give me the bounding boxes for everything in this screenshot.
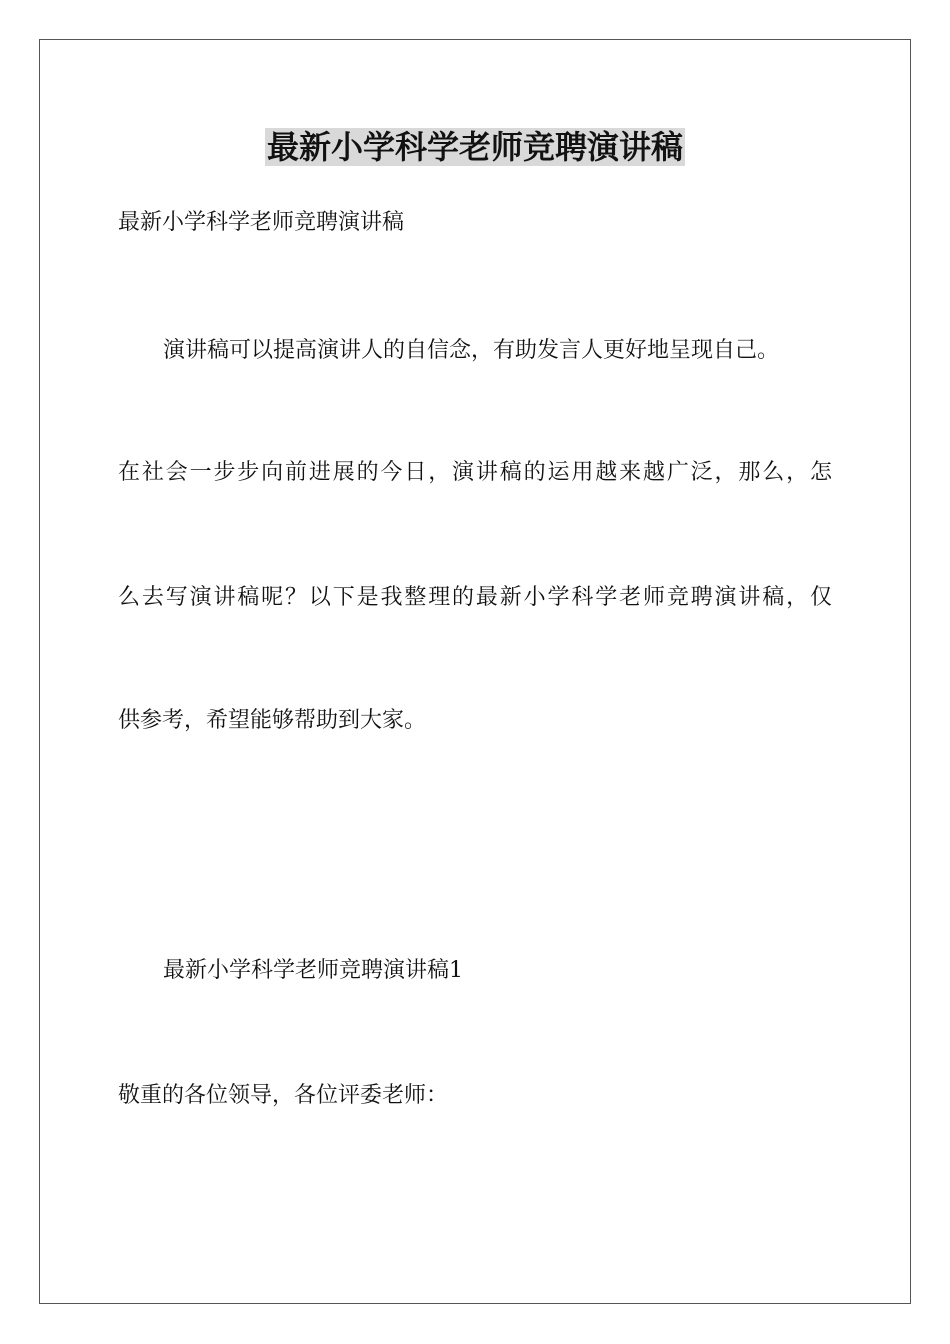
- intro-line-2: 在社会一步步向前进展的今日，演讲稿的运用越来越广泛，那么，怎: [118, 460, 832, 485]
- section-heading: 最新小学科学老师竞聘演讲稿1: [163, 958, 463, 983]
- document-subtitle: 最新小学科学老师竞聘演讲稿: [118, 210, 405, 235]
- document-title-text: 最新小学科学老师竞聘演讲稿: [266, 128, 683, 166]
- intro-line-4: 供参考，希望能够帮助到大家。: [118, 708, 427, 733]
- intro-line-3: 么去写演讲稿呢？以下是我整理的最新小学科学老师竞聘演讲稿，仅: [118, 585, 832, 610]
- document-title: [0, 125, 950, 169]
- salutation: 敬重的各位领导，各位评委老师：: [118, 1083, 449, 1108]
- intro-line-1: 演讲稿可以提高演讲人的自信念，有助发言人更好地呈现自己。: [163, 338, 780, 363]
